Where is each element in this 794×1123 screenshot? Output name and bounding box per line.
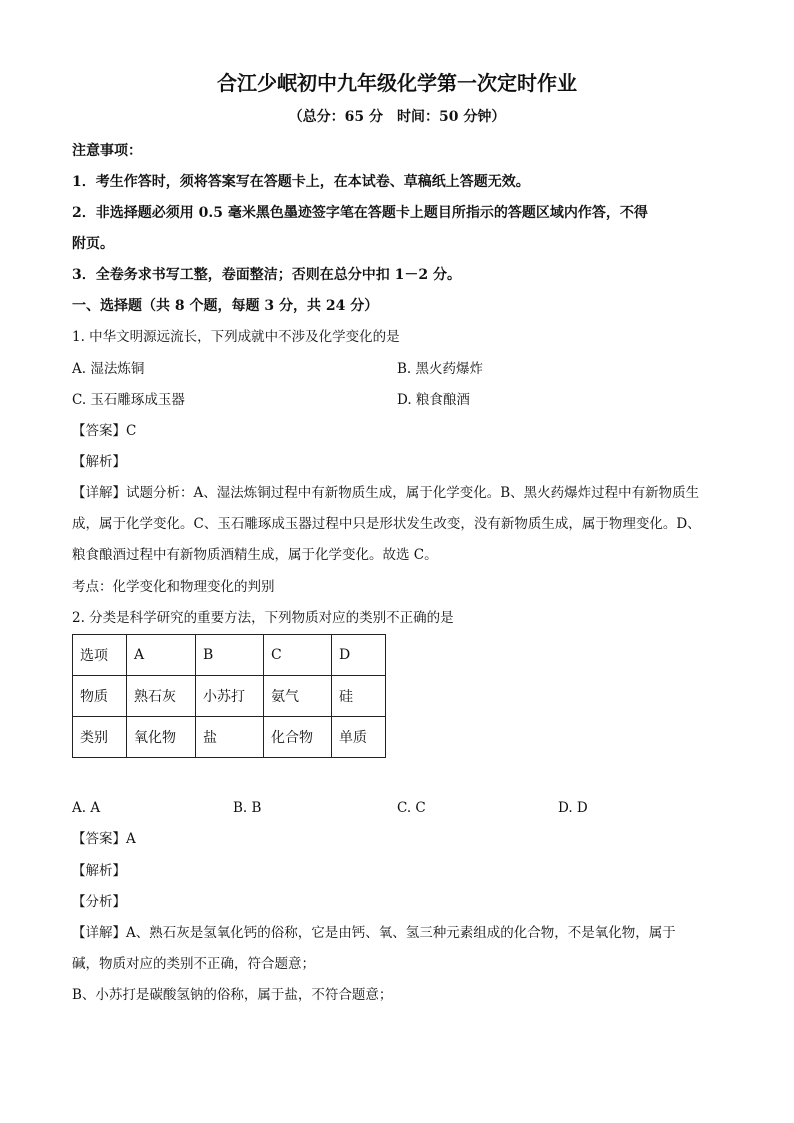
table-cell: 氧化物 (127, 717, 196, 758)
table-cell: A (127, 635, 196, 676)
q2-fenxi: 【分析】 (72, 894, 126, 910)
q2-analysis: 【解析】 (72, 863, 126, 879)
q1-answer: 【答案】C (72, 423, 137, 439)
table-cell: D (332, 635, 386, 676)
table-cell: 氨气 (264, 676, 332, 717)
q2-answer: 【答案】A (72, 831, 136, 847)
table-cell: 盐 (196, 717, 264, 758)
q2-option-d: D. D (558, 800, 588, 816)
q2-option-b: B. B (233, 800, 262, 816)
note-item-2-cont: 附页。 (72, 236, 114, 252)
q1-option-a: A. 湿法炼铜 (72, 361, 145, 377)
q1-point: 考点：化学变化和物理变化的判别 (72, 579, 275, 595)
table-cell: B (196, 635, 264, 676)
q1-detail-1: 【详解】试题分析：A、湿法炼铜过程中有新物质生成，属于化学变化。B、黑火药爆炸过程中有新物质生 (72, 485, 700, 501)
q1-option-c: C. 玉石雕琢成玉器 (72, 392, 185, 408)
table-row (73, 676, 386, 717)
table-cell: 类别 (73, 717, 127, 758)
q1-stem: 1. 中华文明源远流长，下列成就中不涉及化学变化的是 (72, 329, 400, 345)
table-cell: 熟石灰 (127, 676, 196, 717)
table-cell: C (264, 635, 332, 676)
q2-table (72, 634, 386, 758)
note-item-3: 3．全卷务求书写工整，卷面整洁；否则在总分中扣 1－2 分。 (72, 267, 461, 283)
q1-analysis: 【解析】 (72, 454, 126, 470)
table-cell: 单质 (332, 717, 386, 758)
q2-detail-1: 【详解】A、熟石灰是氢氧化钙的俗称，它是由钙、氧、氢三种元素组成的化合物，不是氧化物，属于 (72, 925, 676, 941)
table-cell: 硅 (332, 676, 386, 717)
note-item-2: 2．非选择题必须用 0.5 毫米黑色墨迹签字笔在答题卡上题目所指示的答题区域内作答，不得 (72, 205, 648, 221)
q1-option-d: D. 粮食酿酒 (397, 392, 470, 408)
notes-heading: 注意事项： (72, 143, 142, 159)
q1-detail-3: 粮食酿酒过程中有新物质酒精生成，属于化学变化。故选 C。 (72, 547, 438, 563)
q2-detail-2: 碱，物质对应的类别不正确，符合题意； (72, 956, 315, 972)
q2-detail-3: B、小苏打是碳酸氢钠的俗称，属于盐，不符合题意； (72, 987, 393, 1003)
page-subtitle: （总分：65 分 时间：50 分钟） (288, 109, 506, 125)
q2-option-c: C. C (397, 800, 426, 816)
q2-option-a: A. A (72, 800, 101, 816)
q2-stem: 2. 分类是科学研究的重要方法，下列物质对应的类别不正确的是 (72, 610, 454, 626)
section-heading: 一、选择题（共 8 个题，每题 3 分，共 24 分） (72, 298, 379, 314)
table-cell: 化合物 (264, 717, 332, 758)
note-item-1: 1．考生作答时，须将答案写在答题卡上，在本试卷、草稿纸上答题无效。 (72, 174, 530, 190)
q1-option-b: B. 黑火药爆炸 (397, 361, 484, 377)
table-row (73, 635, 386, 676)
page-title: 合江少岷初中九年级化学第一次定时作业 (217, 71, 577, 95)
q1-detail-2: 成，属于化学变化。C、玉石雕琢成玉器过程中只是形状发生改变，没有新物质生成，属于物理变化。D、 (72, 516, 701, 532)
table-cell: 选项 (73, 635, 127, 676)
table-cell: 物质 (73, 676, 127, 717)
table-cell: 小苏打 (196, 676, 264, 717)
table-row (73, 717, 386, 758)
